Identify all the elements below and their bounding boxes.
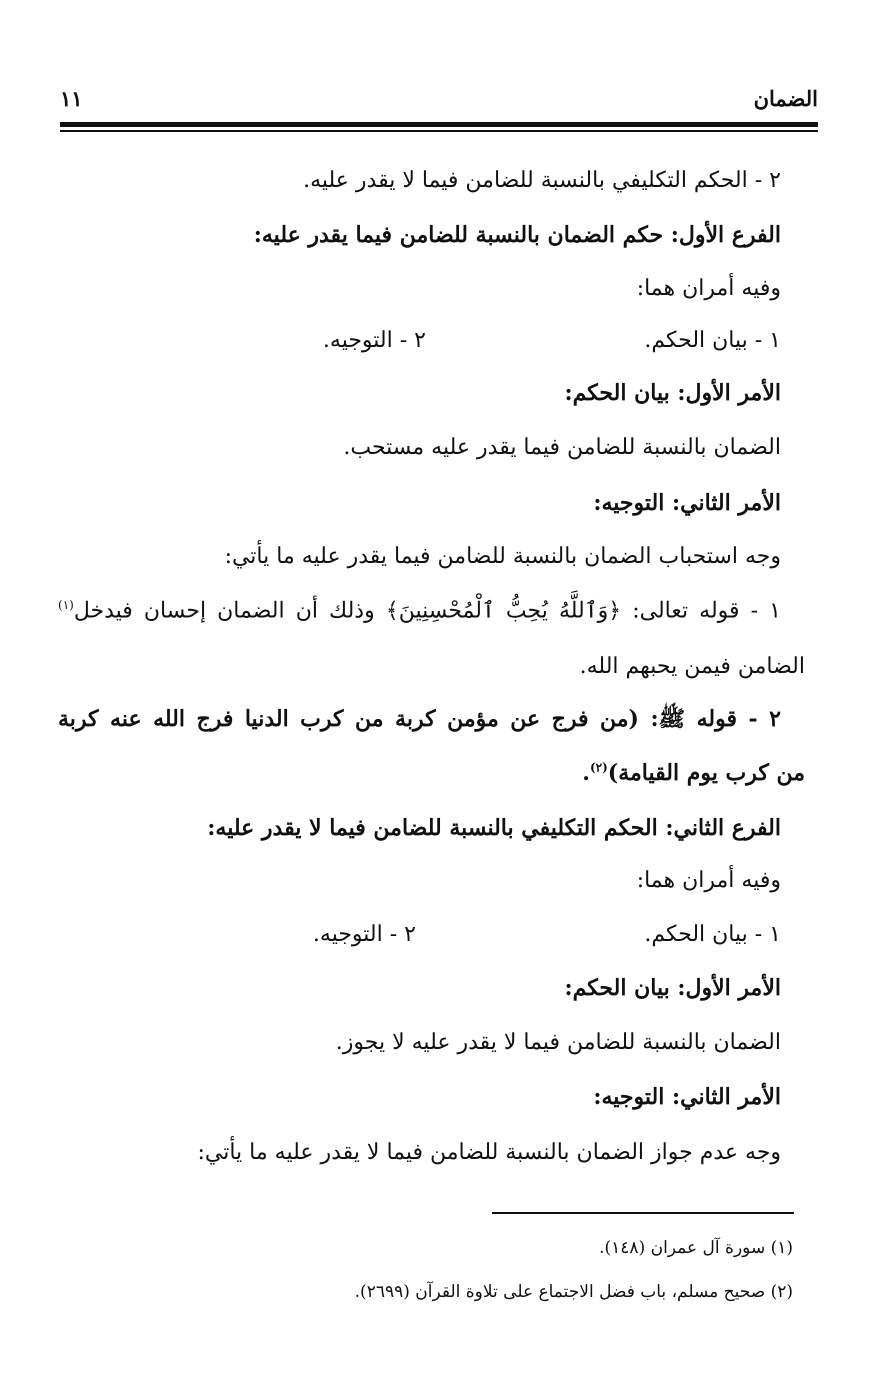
footnote: (٢) صحيح مسلم، باب فضل الاجتماع على تلاوة القرآن (٢٦٩٩). <box>354 1282 793 1302</box>
footnote-ref[interactable]: (٢) <box>589 760 608 775</box>
subsection-heading: الأمر الثاني: التوجيه: <box>593 490 781 516</box>
section-heading: الفرع الثاني: الحكم التكليفي بالنسبة للضامن فيما لا يقدر عليه: <box>207 815 781 841</box>
text-line: وفيه أمران هما: <box>636 868 781 893</box>
text-line: ٢ - قوله ﷺ: (من فرج عن مؤمن كربة من كرب الدنيا فرج الله عنه كربة <box>58 706 781 732</box>
text-line: وجه عدم جواز الضمان بالنسبة للضامن فيما لا يقدر عليه ما يأتي: <box>197 1140 781 1165</box>
section-heading: الفرع الأول: حكم الضمان بالنسبة للضامن فيما يقدر عليه: <box>253 222 781 248</box>
subsection-heading: الأمر الأول: بيان الحكم: <box>564 380 781 406</box>
footnote: (١) سورة آل عمران (١٤٨). <box>599 1238 793 1258</box>
text-line: الضمان بالنسبة للضامن فيما لا يقدر عليه لا يجوز. <box>335 1030 781 1055</box>
text-line: الضامن فيمن يحبهم الله. <box>579 654 805 679</box>
enumeration-item: ١ - بيان الحكم. <box>644 328 781 353</box>
text-span: ١ - قوله تعالى: ﴿وَٱللَّهُ يُحِبُّ ٱلْمُحْسِنِينَ﴾ وذلك أن الضمان إحسان فيدخل <box>73 598 781 624</box>
enumeration-item: ٢ - التوجيه. <box>322 328 426 353</box>
text-line-with-ref <box>582 760 805 786</box>
footnote-separator <box>492 1212 794 1214</box>
text-line-with-ref <box>58 598 781 625</box>
text-line: الضمان بالنسبة للضامن فيما يقدر عليه مستحب. <box>343 435 781 460</box>
page-number: ١١ <box>60 86 83 111</box>
enumeration-item: ١ - بيان الحكم. <box>644 922 781 947</box>
footnote-ref[interactable]: (١) <box>58 598 74 612</box>
text-line: وجه استحباب الضمان بالنسبة للضامن فيما يقدر عليه ما يأتي: <box>224 544 781 569</box>
enumeration-row <box>58 328 781 358</box>
text-line: وفيه أمران هما: <box>636 276 781 301</box>
text-span: من كرب يوم القيامة) <box>607 760 805 786</box>
running-header <box>60 86 818 116</box>
text-line: ٢ - الحكم التكليفي بالنسبة للضامن فيما لا يقدر عليه. <box>303 168 781 193</box>
enumeration-row <box>58 922 781 952</box>
enumeration-item: ٢ - التوجيه. <box>312 922 416 947</box>
subsection-heading: الأمر الأول: بيان الحكم: <box>564 975 781 1001</box>
subsection-heading: الأمر الثاني: التوجيه: <box>593 1084 781 1110</box>
text-span: . <box>582 760 590 786</box>
chapter-title: الضمان <box>753 86 818 111</box>
header-rule-thin <box>60 130 818 132</box>
header-rule-thick <box>60 122 818 127</box>
